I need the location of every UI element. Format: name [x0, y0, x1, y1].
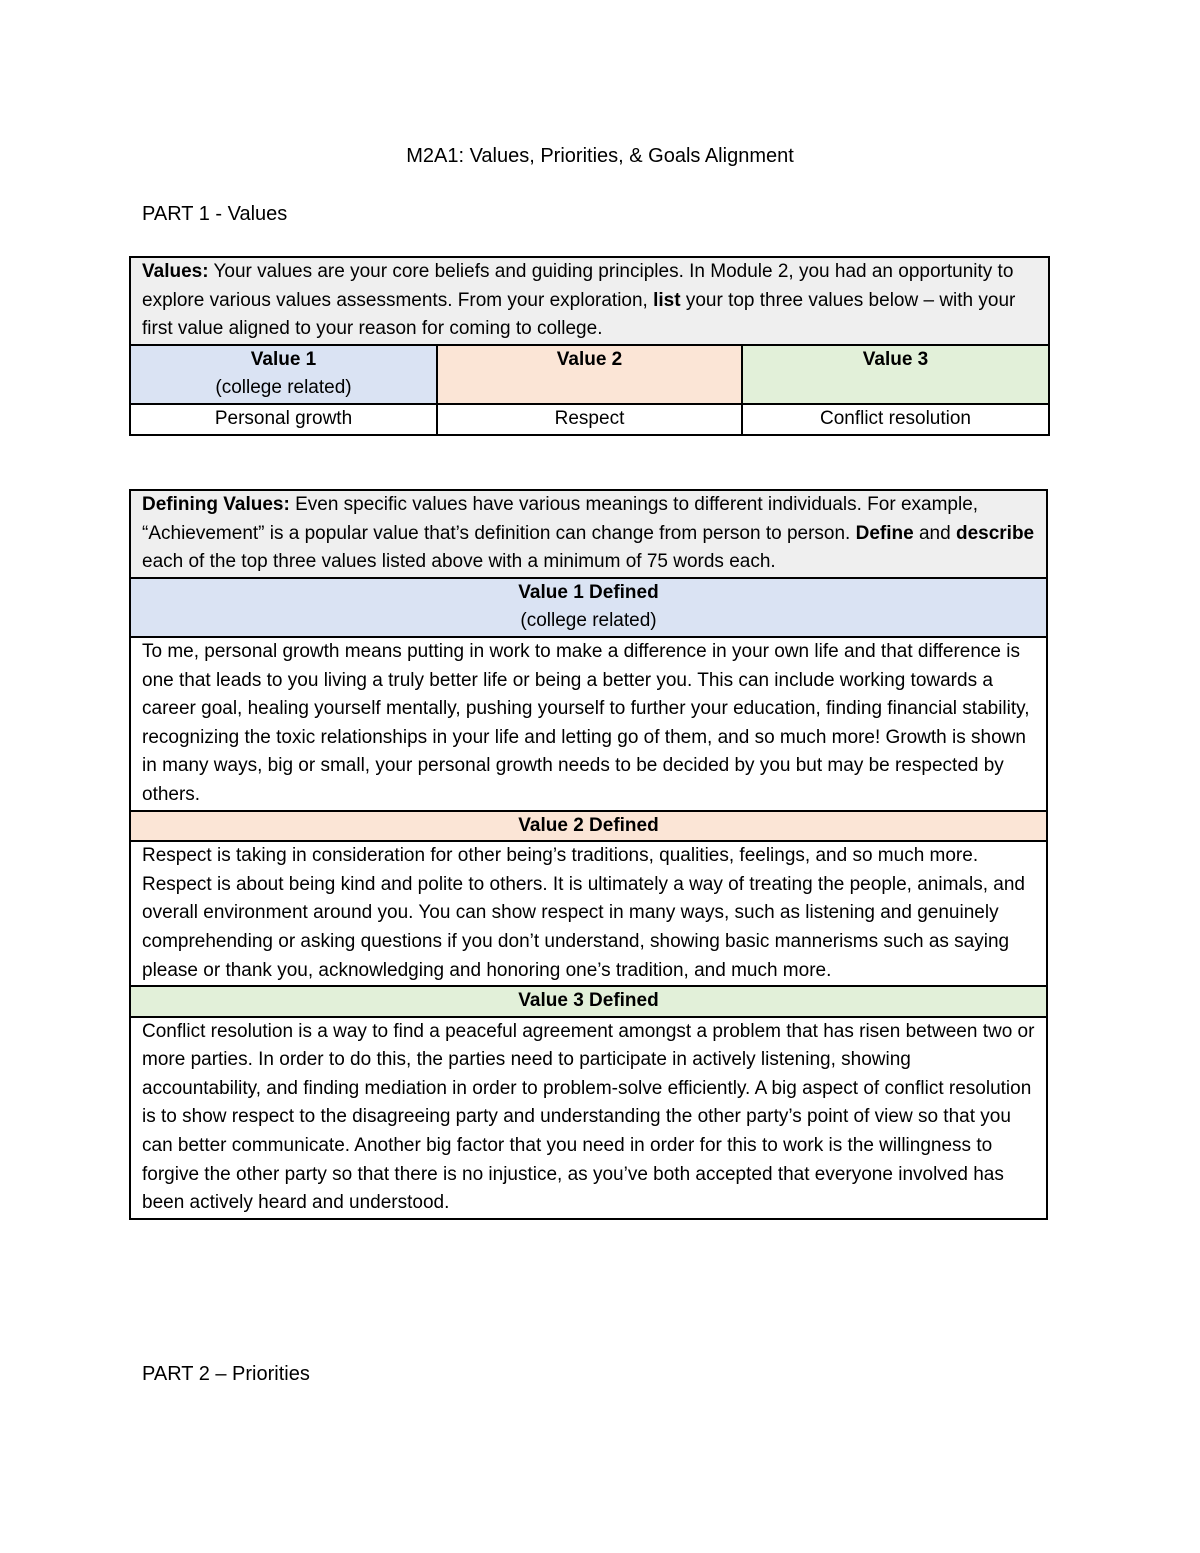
defining-instructions-describe-word: describe	[955, 522, 1035, 544]
defining-instructions-and: and	[913, 522, 956, 544]
part2-heading: PART 2 – Priorities	[142, 1363, 310, 1385]
value2-header-cell	[437, 345, 742, 404]
values-instructions-label: Values:	[142, 261, 209, 282]
defining-instructions-label: Defining Values:	[142, 494, 290, 515]
value3-defined-header-row	[130, 986, 1047, 1017]
values-answer-row	[130, 404, 1049, 435]
defining-values-table	[129, 489, 1048, 1220]
value3-defined-text-row	[130, 1017, 1047, 1219]
value3-header-label: Value 3	[862, 348, 929, 370]
defining-instructions-text: Even specific values have various meanings to different individuals. For example, “Achievement” is a popular value that’s definition can change from person to person.	[142, 494, 979, 544]
value2-defined-heading: Value 2 Defined	[130, 811, 1047, 842]
value1-defined-header-cell	[130, 578, 1047, 637]
value2-answer: Respect	[437, 404, 742, 435]
value1-defined-text: To me, personal growth means putting in work to make a difference in your own life and that difference is one that leads to you living a truly better life or being a better you. This can include working towards a career goal, healing yourself mentally, pushing yourself to further your education, finding financial stability, recognizing the toxic relationships in your life and letting go of them, and so much more! Growth is shown in many ways, big or small, your personal growth needs to be decided by you but may be respected by others.	[130, 637, 1047, 811]
value1-answer: Personal growth	[130, 404, 437, 435]
value3-defined-text: Conflict resolution is a way to find a peaceful agreement amongst a problem that has risen between two or more parties. In order to do this, the parties need to participate in actively listening, showing accountability, and finding mediation in order to problem-solve efficiently. A big aspect of conflict resolution is to show respect to the disagreeing party and understanding the other party’s point of view so that you can better communicate. Another big factor that you need in order for this to work is the willingness to forgive the other party so that there is no injustice, as you’ve both accepted that everyone involved has been actively heard and understood.	[130, 1017, 1047, 1219]
values-header-row	[130, 345, 1049, 404]
value1-defined-text-row	[130, 637, 1047, 811]
value1-header-label: Value 1	[250, 348, 317, 370]
value2-header-label: Value 2	[556, 348, 623, 370]
value1-header-cell	[130, 345, 437, 404]
value1-defined-subheading: (college related)	[520, 610, 657, 632]
defining-instructions-cell	[130, 490, 1047, 578]
value1-defined-header-row	[130, 578, 1047, 637]
value1-header-sublabel: (college related)	[215, 377, 352, 399]
defining-instructions-text-end: each of the top three values listed above with a minimum of 75 words each.	[142, 551, 776, 573]
values-table	[129, 256, 1050, 436]
value2-defined-header-row	[130, 811, 1047, 842]
value3-header-cell	[742, 345, 1049, 404]
page-title: M2A1: Values, Priorities, & Goals Alignment	[406, 145, 794, 167]
values-instructions-row	[130, 257, 1049, 345]
value2-defined-text: Respect is taking in consideration for other being’s traditions, qualities, feelings, and so much more. Respect is about being kind and polite to others. It is ultimately a way of treating the people, animals, and overall environment around you. You can show respect in many ways, such as listening and genuinely comprehending or asking questions if you don’t understand, showing basic mannerisms such as saying please or thank you, acknowledging and honoring one’s tradition, and much more.	[130, 841, 1047, 986]
value1-defined-heading: Value 1 Defined	[518, 581, 659, 603]
values-instructions-list-word: list	[653, 289, 681, 311]
defining-instructions-row	[130, 490, 1047, 578]
values-instructions-text: Your values are your core beliefs and guiding principles. In Module 2, you had an opportunity to explore various values assessments. From your exploration,	[142, 261, 1014, 311]
value3-defined-heading: Value 3 Defined	[130, 986, 1047, 1017]
values-instructions-text-end: your top three values below – with your first value aligned to your reason for coming to college.	[142, 289, 1016, 340]
defining-instructions-define-word: Define	[855, 522, 914, 544]
value2-defined-text-row	[130, 841, 1047, 986]
part1-heading: PART 1 - Values	[142, 203, 288, 225]
values-instructions-cell	[130, 257, 1049, 345]
value3-answer: Conflict resolution	[742, 404, 1049, 435]
